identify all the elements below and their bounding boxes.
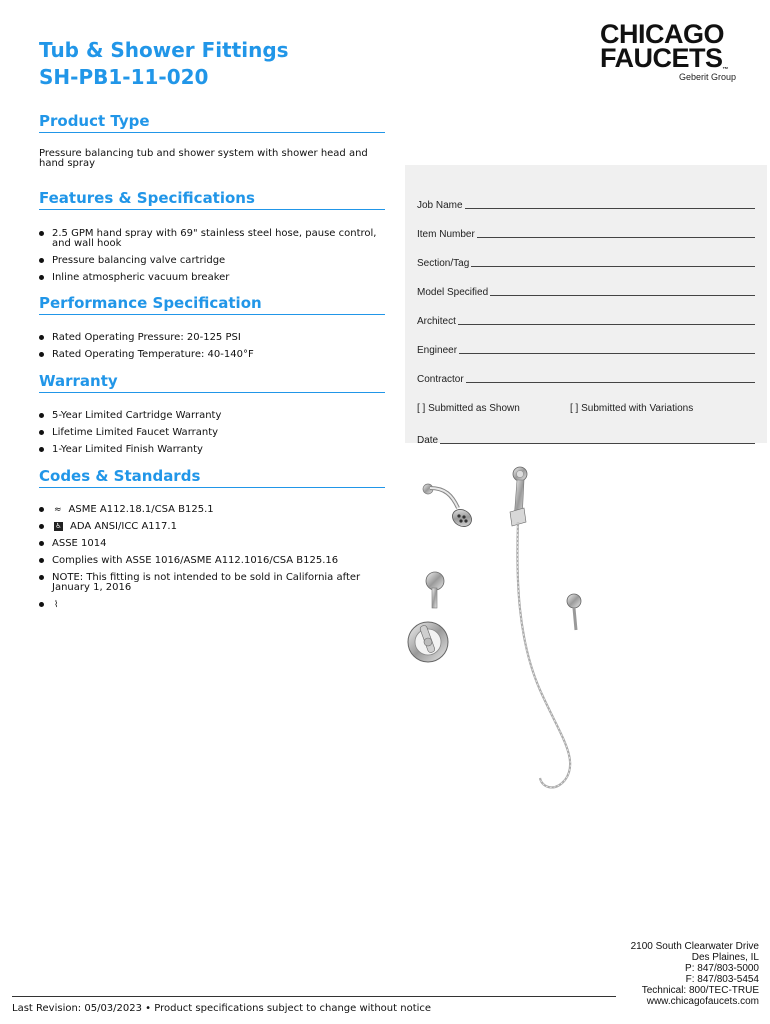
list-item: Lifetime Limited Faucet Warranty [39,428,385,438]
submission-checks [417,385,755,414]
section-tag-label: Section/Tag [417,258,470,269]
submitted-with-variations-checkbox[interactable]: [ ] Submitted with Variations [570,403,694,414]
contractor-label: Contractor [417,374,464,385]
codes-heading: Codes & Standards [39,466,385,488]
architect-label: Architect [417,316,456,327]
company-address [631,941,759,1007]
address-city: Des Plaines, IL [691,952,759,963]
contractor-field[interactable] [417,356,755,385]
job-name-line[interactable] [465,208,755,209]
engineer-field[interactable] [417,327,755,356]
logo-subtitle: Geberit Group [678,72,736,82]
hand-spray-icon [510,467,527,526]
logo-trademark: ™ [722,67,729,73]
wall-supply-elbow-icon [567,594,581,630]
list-item: Complies with ASSE 1016/ASME A112.1016/CSA B125.16 [39,556,385,566]
vacuum-breaker-icon [426,572,444,608]
logo-line-2-text: FAUCETS [600,43,723,73]
list-item: Pressure balancing valve cartridge [39,256,385,266]
codes-list [39,505,385,617]
date-line[interactable] [440,443,755,444]
water-drop-icon: ≈ [54,505,62,515]
title-model-number: SH-PB1-11-020 [39,65,209,89]
lead-free-icon: ⌇ [54,600,59,610]
footer-revision-note: Last Revision: 05/03/2023 • Product specifications subject to change without notice [12,1003,432,1014]
warranty-list [39,411,385,462]
features-heading: Features & Specifications [39,188,385,210]
features-list [39,229,385,290]
engineer-line[interactable] [459,353,755,354]
list-item: NOTE: This fitting is not intended to be sold in California after January 1, 2016 [39,573,385,593]
list-item: 5-Year Limited Cartridge Warranty [39,411,385,421]
submittal-form [405,165,767,446]
section-tag-line[interactable] [471,266,755,267]
item-number-field[interactable] [417,211,755,240]
accessibility-icon: ♿ [55,522,62,530]
logo-line-2 [600,43,750,73]
engineer-label: Engineer [417,345,458,356]
submitted-as-shown-checkbox[interactable]: [ ] Submitted as Shown [417,403,520,414]
codes-item-text: ASME A112.18.1/CSA B125.1 [68,504,214,515]
contractor-line[interactable] [466,382,755,383]
shower-head-icon [423,484,475,530]
list-item: Inline atmospheric vacuum breaker [39,273,385,283]
page-title [39,37,289,91]
list-item [39,522,385,532]
architect-line[interactable] [458,324,755,325]
job-name-field[interactable] [417,182,755,211]
list-item: ASSE 1014 [39,539,385,549]
date-field[interactable] [417,414,755,446]
shower-hose [517,522,570,787]
item-number-label: Item Number [417,229,475,240]
list-item: Rated Operating Pressure: 20-125 PSI [39,333,385,343]
list-item [39,505,385,515]
model-specified-line[interactable] [490,295,755,296]
codes-item-text: ADA ANSI/ICC A117.1 [70,521,177,532]
list-item: 1-Year Limited Finish Warranty [39,445,385,455]
architect-field[interactable] [417,298,755,327]
address-phone: P: 847/803-5000 [685,963,759,974]
item-number-line[interactable] [477,237,755,238]
valve-handle-icon [408,622,448,662]
list-item [39,600,385,610]
warranty-heading: Warranty [39,371,385,393]
date-label: Date [417,435,439,446]
list-item: Rated Operating Temperature: 40-140°F [39,350,385,360]
product-type-heading: Product Type [39,111,385,133]
product-illustration [400,460,600,800]
list-item: 2.5 GPM hand spray with 69" stainless steel hose, pause control, and wall hook [39,229,385,249]
model-specified-label: Model Specified [417,287,489,298]
performance-heading: Performance Specification [39,293,385,315]
address-street: 2100 South Clearwater Drive [630,941,759,952]
section-tag-field[interactable] [417,240,755,269]
model-specified-field[interactable] [417,269,755,298]
address-technical: Technical: 800/TEC-TRUE [641,985,759,996]
product-type-text: Pressure balancing tub and shower system with shower head and hand spray [39,148,368,169]
logo-line-1: CHICAGO [600,19,724,49]
chicago-faucets-logo [600,19,750,82]
job-name-label: Job Name [417,200,463,211]
performance-list [39,333,385,367]
address-fax: F: 847/803-5454 [685,974,759,985]
address-website-link[interactable]: www.chicagofaucets.com [646,996,759,1007]
footer-divider [12,996,616,997]
title-line-1: Tub & Shower Fittings [39,38,289,62]
